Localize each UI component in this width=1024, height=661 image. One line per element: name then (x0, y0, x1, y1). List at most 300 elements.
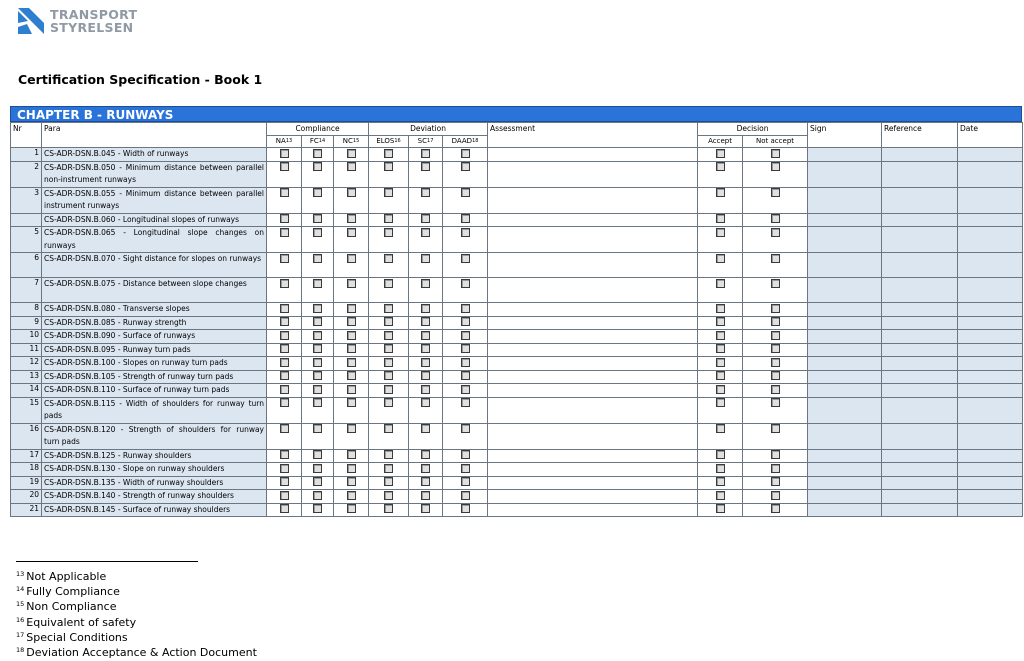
not-accept-checkbox[interactable] (771, 504, 780, 513)
daad-checkbox[interactable] (461, 149, 470, 158)
fc-cell (302, 227, 334, 253)
not-accept-checkbox[interactable] (771, 358, 780, 367)
sign-cell[interactable] (808, 384, 882, 398)
sign-cell[interactable] (808, 490, 882, 504)
assessment-cell[interactable] (488, 357, 698, 371)
na-checkbox[interactable] (280, 304, 289, 313)
elos-checkbox[interactable] (384, 464, 393, 473)
date-cell[interactable] (958, 278, 1023, 303)
not-accept-checkbox[interactable] (771, 162, 780, 171)
na-checkbox[interactable] (280, 385, 289, 394)
row-para: CS-ADR-DSN.B.095 - Runway turn pads (42, 343, 267, 357)
na-cell (267, 357, 302, 371)
not-accept-checkbox[interactable] (771, 254, 780, 263)
date-cell[interactable] (958, 161, 1023, 187)
sc-checkbox[interactable] (421, 358, 430, 367)
row-para: CS-ADR-DSN.B.135 - Width of runway shoulders (42, 476, 267, 490)
not-accept-checkbox[interactable] (771, 228, 780, 237)
assessment-cell[interactable] (488, 213, 698, 227)
sc-cell (409, 476, 443, 490)
elos-checkbox[interactable] (384, 214, 393, 223)
fc-checkbox[interactable] (313, 279, 322, 288)
sc-checkbox[interactable] (421, 214, 430, 223)
na-checkbox[interactable] (280, 317, 289, 326)
sc-checkbox[interactable] (421, 398, 430, 407)
na-cell (267, 490, 302, 504)
accept-checkbox[interactable] (716, 450, 725, 459)
assessment-cell[interactable] (488, 253, 698, 278)
sc-checkbox[interactable] (421, 162, 430, 171)
sign-cell[interactable] (808, 253, 882, 278)
date-cell[interactable] (958, 253, 1023, 278)
reference-cell[interactable] (882, 370, 958, 384)
sign-cell[interactable] (808, 423, 882, 449)
accept-checkbox[interactable] (716, 398, 725, 407)
sc-checkbox[interactable] (421, 331, 430, 340)
row-number: 13 (11, 370, 42, 384)
not-accept-cell (743, 187, 808, 213)
accept-checkbox[interactable] (716, 304, 725, 313)
date-cell[interactable] (958, 384, 1023, 398)
na-checkbox[interactable] (280, 504, 289, 513)
decision-header: Decision (698, 123, 808, 136)
fc-checkbox[interactable] (313, 491, 322, 500)
sc-checkbox[interactable] (421, 491, 430, 500)
not-accept-checkbox[interactable] (771, 149, 780, 158)
date-cell[interactable] (958, 330, 1023, 344)
accept-checkbox[interactable] (716, 477, 725, 486)
logo-line-1: TRANSPORT (50, 7, 138, 22)
daad-checkbox[interactable] (461, 450, 470, 459)
elos-checkbox[interactable] (384, 424, 393, 433)
fc-checkbox[interactable] (313, 424, 322, 433)
sc-checkbox[interactable] (421, 464, 430, 473)
na-checkbox[interactable] (280, 149, 289, 158)
assessment-header: Assessment (488, 123, 698, 148)
fc-checkbox[interactable] (313, 385, 322, 394)
not-accept-checkbox[interactable] (771, 214, 780, 223)
reference-cell[interactable] (882, 148, 958, 162)
elos-checkbox[interactable] (384, 228, 393, 237)
not-accept-cell (743, 397, 808, 423)
footnote-number: 13 (16, 570, 25, 578)
fc-checkbox[interactable] (313, 149, 322, 158)
not-accept-checkbox[interactable] (771, 477, 780, 486)
nc-checkbox[interactable] (347, 331, 356, 340)
sign-cell[interactable] (808, 316, 882, 330)
elos-checkbox[interactable] (384, 477, 393, 486)
daad-checkbox[interactable] (461, 344, 470, 353)
date-cell[interactable] (958, 213, 1023, 227)
nc-checkbox[interactable] (347, 304, 356, 313)
sign-cell[interactable] (808, 187, 882, 213)
reference-cell[interactable] (882, 213, 958, 227)
daad-cell (443, 161, 488, 187)
nc-cell (334, 357, 369, 371)
reference-cell[interactable] (882, 187, 958, 213)
elos-cell (369, 357, 409, 371)
date-cell[interactable] (958, 397, 1023, 423)
nc-checkbox[interactable] (347, 214, 356, 223)
fc-checkbox[interactable] (313, 450, 322, 459)
daad-checkbox[interactable] (461, 358, 470, 367)
daad-checkbox[interactable] (461, 214, 470, 223)
compliance-header: Compliance (267, 123, 369, 136)
date-cell[interactable] (958, 343, 1023, 357)
sc-checkbox[interactable] (421, 228, 430, 237)
accept-checkbox[interactable] (716, 344, 725, 353)
accept-checkbox[interactable] (716, 317, 725, 326)
fc-cell (302, 463, 334, 477)
reference-cell[interactable] (882, 423, 958, 449)
not-accept-checkbox[interactable] (771, 304, 780, 313)
na-checkbox[interactable] (280, 450, 289, 459)
accept-checkbox[interactable] (716, 491, 725, 500)
date-cell[interactable] (958, 370, 1023, 384)
daad-checkbox[interactable] (461, 317, 470, 326)
date-cell[interactable] (958, 316, 1023, 330)
fc-checkbox[interactable] (313, 464, 322, 473)
daad-cell (443, 397, 488, 423)
nc-checkbox[interactable] (347, 371, 356, 380)
assessment-cell[interactable] (488, 316, 698, 330)
assessment-cell[interactable] (488, 449, 698, 463)
nc-checkbox[interactable] (347, 188, 356, 197)
sc-checkbox[interactable] (421, 504, 430, 513)
reference-cell[interactable] (882, 278, 958, 303)
fc-checkbox[interactable] (313, 254, 322, 263)
assessment-cell[interactable] (488, 227, 698, 253)
sign-header: Sign (808, 123, 882, 148)
accept-checkbox[interactable] (716, 358, 725, 367)
daad-checkbox[interactable] (461, 188, 470, 197)
daad-checkbox[interactable] (461, 424, 470, 433)
sign-cell[interactable] (808, 449, 882, 463)
na-checkbox[interactable] (280, 398, 289, 407)
not-accept-checkbox[interactable] (771, 331, 780, 340)
assessment-cell[interactable] (488, 278, 698, 303)
fc-checkbox[interactable] (313, 188, 322, 197)
na-checkbox[interactable] (280, 424, 289, 433)
na-checkbox[interactable] (280, 188, 289, 197)
sign-cell[interactable] (808, 330, 882, 344)
sign-cell[interactable] (808, 476, 882, 490)
not-accept-checkbox[interactable] (771, 491, 780, 500)
daad-checkbox[interactable] (461, 477, 470, 486)
elos-checkbox[interactable] (384, 304, 393, 313)
date-cell[interactable] (958, 503, 1023, 517)
daad-checkbox[interactable] (461, 504, 470, 513)
date-cell[interactable] (958, 463, 1023, 477)
sign-cell[interactable] (808, 397, 882, 423)
date-cell[interactable] (958, 490, 1023, 504)
na-checkbox[interactable] (280, 228, 289, 237)
assessment-cell[interactable] (488, 503, 698, 517)
assessment-cell[interactable] (488, 476, 698, 490)
daad-checkbox[interactable] (461, 398, 470, 407)
daad-checkbox[interactable] (461, 371, 470, 380)
not-accept-checkbox[interactable] (771, 398, 780, 407)
assessment-cell[interactable] (488, 397, 698, 423)
reference-cell[interactable] (882, 503, 958, 517)
sc-checkbox[interactable] (421, 477, 430, 486)
elos-cell (369, 161, 409, 187)
elos-checkbox[interactable] (384, 344, 393, 353)
sc-checkbox[interactable] (421, 344, 430, 353)
fc-checkbox[interactable] (313, 477, 322, 486)
elos-checkbox[interactable] (384, 491, 393, 500)
sc-checkbox[interactable] (421, 188, 430, 197)
sc-checkbox[interactable] (421, 279, 430, 288)
nc-checkbox[interactable] (347, 450, 356, 459)
daad-checkbox[interactable] (461, 162, 470, 171)
elos-checkbox[interactable] (384, 149, 393, 158)
na-checkbox[interactable] (280, 331, 289, 340)
elos-checkbox[interactable] (384, 504, 393, 513)
accept-cell (698, 476, 743, 490)
accept-checkbox[interactable] (716, 464, 725, 473)
footnote-text: Equivalent of safety (26, 615, 137, 629)
footnote-item (16, 599, 257, 614)
assessment-cell[interactable] (488, 187, 698, 213)
reference-cell[interactable] (882, 463, 958, 477)
na-checkbox[interactable] (280, 254, 289, 263)
sign-cell[interactable] (808, 227, 882, 253)
sign-cell[interactable] (808, 357, 882, 371)
nc-checkbox[interactable] (347, 317, 356, 326)
sc-checkbox[interactable] (421, 371, 430, 380)
date-cell[interactable] (958, 423, 1023, 449)
fc-cell (302, 161, 334, 187)
date-cell[interactable] (958, 357, 1023, 371)
accept-checkbox[interactable] (716, 214, 725, 223)
daad-cell (443, 384, 488, 398)
fc-checkbox[interactable] (313, 371, 322, 380)
nc-checkbox[interactable] (347, 254, 356, 263)
reference-cell[interactable] (882, 343, 958, 357)
date-cell[interactable] (958, 476, 1023, 490)
date-cell[interactable] (958, 303, 1023, 317)
nc-checkbox[interactable] (347, 385, 356, 394)
assessment-cell[interactable] (488, 148, 698, 162)
not-accept-checkbox[interactable] (771, 344, 780, 353)
fc-cell (302, 370, 334, 384)
reference-cell[interactable] (882, 303, 958, 317)
date-cell[interactable] (958, 187, 1023, 213)
elos-checkbox[interactable] (384, 254, 393, 263)
row-number: 20 (11, 490, 42, 504)
elos-checkbox[interactable] (384, 385, 393, 394)
reference-cell[interactable] (882, 449, 958, 463)
sc-checkbox[interactable] (421, 424, 430, 433)
row-number: 8 (11, 303, 42, 317)
accept-checkbox[interactable] (716, 504, 725, 513)
reference-cell[interactable] (882, 316, 958, 330)
sign-cell[interactable] (808, 370, 882, 384)
nc-checkbox[interactable] (347, 504, 356, 513)
assessment-cell[interactable] (488, 370, 698, 384)
elos-checkbox[interactable] (384, 317, 393, 326)
elos-checkbox[interactable] (384, 398, 393, 407)
nc-checkbox[interactable] (347, 491, 356, 500)
na-checkbox[interactable] (280, 279, 289, 288)
logo-line-2: STYRELSEN (50, 20, 134, 35)
reference-cell[interactable] (882, 253, 958, 278)
date-cell[interactable] (958, 148, 1023, 162)
not-accept-cell (743, 316, 808, 330)
fc-checkbox[interactable] (313, 331, 322, 340)
accept-checkbox[interactable] (716, 149, 725, 158)
sc-cell (409, 370, 443, 384)
assessment-cell[interactable] (488, 161, 698, 187)
elos-checkbox[interactable] (384, 162, 393, 171)
accept-cell (698, 397, 743, 423)
na-checkbox[interactable] (280, 491, 289, 500)
sign-cell[interactable] (808, 343, 882, 357)
daad-checkbox[interactable] (461, 254, 470, 263)
date-cell[interactable] (958, 227, 1023, 253)
not-accept-checkbox[interactable] (771, 279, 780, 288)
assessment-cell[interactable] (488, 423, 698, 449)
accept-checkbox[interactable] (716, 371, 725, 380)
table-row (11, 227, 1023, 253)
daad-checkbox[interactable] (461, 464, 470, 473)
footnote-number: 17 (16, 630, 25, 639)
elos-checkbox[interactable] (384, 331, 393, 340)
daad-checkbox[interactable] (461, 385, 470, 394)
reference-cell[interactable] (882, 490, 958, 504)
fc-checkbox[interactable] (313, 304, 322, 313)
sc-cell (409, 213, 443, 227)
sc-checkbox[interactable] (421, 254, 430, 263)
sc-checkbox[interactable] (421, 317, 430, 326)
nc-checkbox[interactable] (347, 358, 356, 367)
nc-checkbox[interactable] (347, 279, 356, 288)
fc-checkbox[interactable] (313, 398, 322, 407)
nc-checkbox[interactable] (347, 162, 356, 171)
nc-checkbox[interactable] (347, 228, 356, 237)
elos-cell (369, 490, 409, 504)
reference-cell[interactable] (882, 476, 958, 490)
sc-checkbox[interactable] (421, 385, 430, 394)
sign-cell[interactable] (808, 213, 882, 227)
sign-cell[interactable] (808, 503, 882, 517)
accept-checkbox[interactable] (716, 228, 725, 237)
daad-checkbox[interactable] (461, 304, 470, 313)
nc-checkbox[interactable] (347, 149, 356, 158)
nc-cell (334, 303, 369, 317)
na-checkbox[interactable] (280, 464, 289, 473)
not-accept-checkbox[interactable] (771, 450, 780, 459)
accept-checkbox[interactable] (716, 424, 725, 433)
fc-checkbox[interactable] (313, 358, 322, 367)
elos-checkbox[interactable] (384, 279, 393, 288)
not-accept-checkbox[interactable] (771, 371, 780, 380)
not-accept-checkbox[interactable] (771, 424, 780, 433)
assessment-cell[interactable] (488, 343, 698, 357)
daad-checkbox[interactable] (461, 491, 470, 500)
fc-checkbox[interactable] (313, 344, 322, 353)
na-checkbox[interactable] (280, 344, 289, 353)
reference-cell[interactable] (882, 384, 958, 398)
not-accept-checkbox[interactable] (771, 317, 780, 326)
nc-checkbox[interactable] (347, 344, 356, 353)
fc-checkbox[interactable] (313, 317, 322, 326)
daad-checkbox[interactable] (461, 228, 470, 237)
accept-checkbox[interactable] (716, 254, 725, 263)
reference-cell[interactable] (882, 330, 958, 344)
na-checkbox[interactable] (280, 162, 289, 171)
assessment-cell[interactable] (488, 463, 698, 477)
nc-checkbox[interactable] (347, 477, 356, 486)
accept-checkbox[interactable] (716, 331, 725, 340)
reference-cell[interactable] (882, 161, 958, 187)
na-cell (267, 303, 302, 317)
not-accept-cell (743, 278, 808, 303)
sc-checkbox[interactable] (421, 450, 430, 459)
nc-checkbox[interactable] (347, 398, 356, 407)
sign-cell[interactable] (808, 148, 882, 162)
elos-checkbox[interactable] (384, 450, 393, 459)
reference-cell[interactable] (882, 397, 958, 423)
reference-cell[interactable] (882, 227, 958, 253)
accept-cell (698, 148, 743, 162)
na-cell (267, 278, 302, 303)
footnote-number: 18 (16, 646, 25, 655)
sign-cell[interactable] (808, 303, 882, 317)
not-accept-checkbox[interactable] (771, 385, 780, 394)
elos-checkbox[interactable] (384, 188, 393, 197)
sign-cell[interactable] (808, 278, 882, 303)
accept-checkbox[interactable] (716, 188, 725, 197)
fc-checkbox[interactable] (313, 162, 322, 171)
nc-checkbox[interactable] (347, 424, 356, 433)
assessment-cell[interactable] (488, 490, 698, 504)
document-title: Certification Specification - Book 1 (18, 72, 263, 87)
nc-checkbox[interactable] (347, 464, 356, 473)
daad-checkbox[interactable] (461, 331, 470, 340)
reference-cell[interactable] (882, 357, 958, 371)
col-para-header: Para (42, 123, 267, 148)
daad-checkbox[interactable] (461, 279, 470, 288)
elos-checkbox[interactable] (384, 358, 393, 367)
na-checkbox[interactable] (280, 358, 289, 367)
elos-checkbox[interactable] (384, 371, 393, 380)
row-para: CS-ADR-DSN.B.085 - Runway strength (42, 316, 267, 330)
accept-checkbox[interactable] (716, 279, 725, 288)
chapter-header: CHAPTER B - RUNWAYS (10, 106, 1022, 122)
assessment-cell[interactable] (488, 330, 698, 344)
na-checkbox[interactable] (280, 214, 289, 223)
na-checkbox[interactable] (280, 477, 289, 486)
na-checkbox[interactable] (280, 371, 289, 380)
sign-cell[interactable] (808, 161, 882, 187)
sc-checkbox[interactable] (421, 149, 430, 158)
accept-checkbox[interactable] (716, 385, 725, 394)
not-accept-checkbox[interactable] (771, 188, 780, 197)
accept-checkbox[interactable] (716, 162, 725, 171)
fc-checkbox[interactable] (313, 504, 322, 513)
sign-cell[interactable] (808, 463, 882, 477)
assessment-cell[interactable] (488, 384, 698, 398)
row-para: CS-ADR-DSN.B.080 - Transverse slopes (42, 303, 267, 317)
assessment-cell[interactable] (488, 303, 698, 317)
fc-checkbox[interactable] (313, 228, 322, 237)
fc-checkbox[interactable] (313, 214, 322, 223)
not-accept-checkbox[interactable] (771, 464, 780, 473)
sc-checkbox[interactable] (421, 304, 430, 313)
date-cell[interactable] (958, 449, 1023, 463)
